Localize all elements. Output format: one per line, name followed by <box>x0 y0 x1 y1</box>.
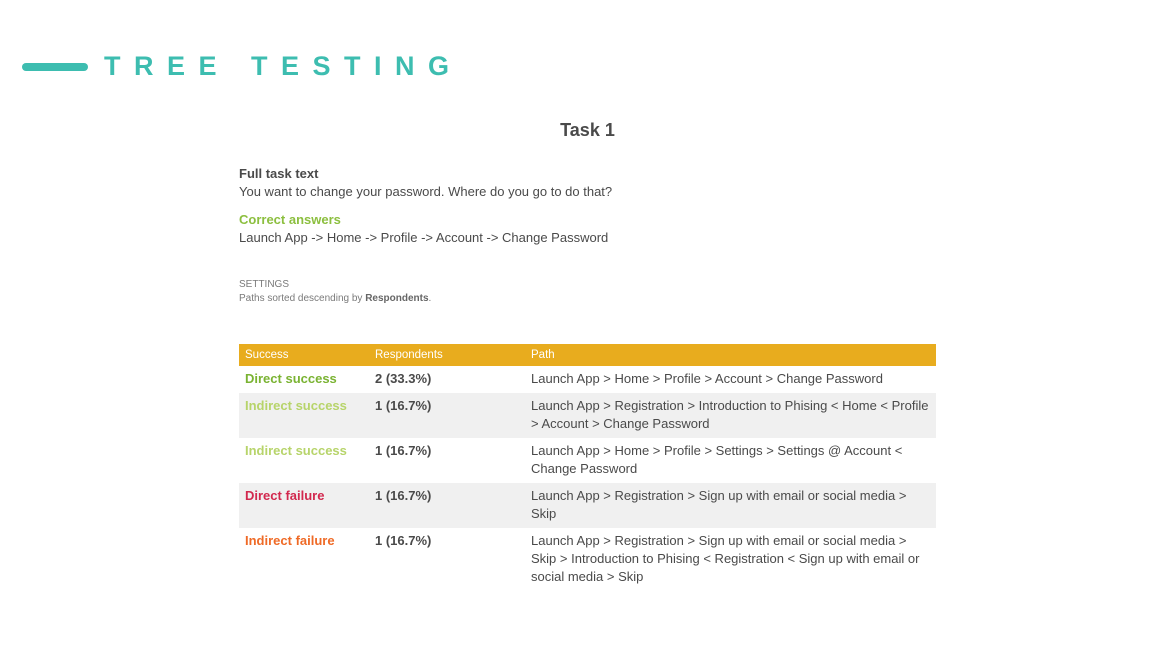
success-cell: Indirect success <box>239 393 369 438</box>
respondents-cell: 2 (33.3%) <box>375 371 432 386</box>
table-row <box>239 438 936 483</box>
settings-section <box>239 279 936 304</box>
sort-suffix: . <box>428 293 432 304</box>
table-row <box>239 366 936 393</box>
path-cell: Launch App > Home > Profile > Account > Change Password <box>531 371 883 386</box>
respondents-cell: 1 (16.7%) <box>369 483 525 528</box>
settings-sort-text <box>239 293 936 304</box>
correct-answers-label: Correct answers <box>239 212 341 227</box>
table-row <box>239 483 936 528</box>
table-header-row <box>239 344 936 366</box>
success-cell: Direct success <box>245 371 337 386</box>
full-task-text-label: Full task text <box>239 166 319 181</box>
path-cell: Launch App > Registration > Introduction to Phising < Home < Profile > Account > Change Password <box>525 393 936 438</box>
brand-title: TREE TESTING <box>104 51 463 81</box>
task-title: Task 1 <box>560 120 615 140</box>
brand-bar <box>22 63 88 71</box>
task-content <box>239 166 936 591</box>
path-cell: Launch App > Home > Profile > Settings > Settings @ Account < Change Password <box>531 443 903 476</box>
header-respondents: Respondents <box>369 344 525 366</box>
sort-prefix: Paths sorted descending by <box>239 293 363 304</box>
respondents-cell: 1 (16.7%) <box>375 443 432 458</box>
respondents-cell: 1 (16.7%) <box>369 393 525 438</box>
full-task-text: You want to change your password. Where do you go to do that? <box>239 184 613 199</box>
success-cell: Indirect failure <box>245 533 335 548</box>
path-cell: Launch App > Registration > Sign up with email or social media > Skip > Introduction to Phising < Registration < Sign up with email or social media > Skip <box>531 533 920 584</box>
settings-label: SETTINGS <box>239 279 290 290</box>
path-cell: Launch App > Registration > Sign up with email or social media > Skip <box>525 483 936 528</box>
respondents-cell: 1 (16.7%) <box>375 533 432 548</box>
success-cell: Indirect success <box>245 443 347 458</box>
results-table <box>239 344 936 591</box>
table-row <box>239 393 936 438</box>
table-row <box>239 528 936 591</box>
correct-answer-path: Launch App -> Home -> Profile -> Account -> Change Password <box>239 230 609 245</box>
header-path: Path <box>525 344 936 366</box>
sort-key: Respondents <box>365 293 429 304</box>
success-cell: Direct failure <box>239 483 369 528</box>
header-success: Success <box>239 344 369 366</box>
